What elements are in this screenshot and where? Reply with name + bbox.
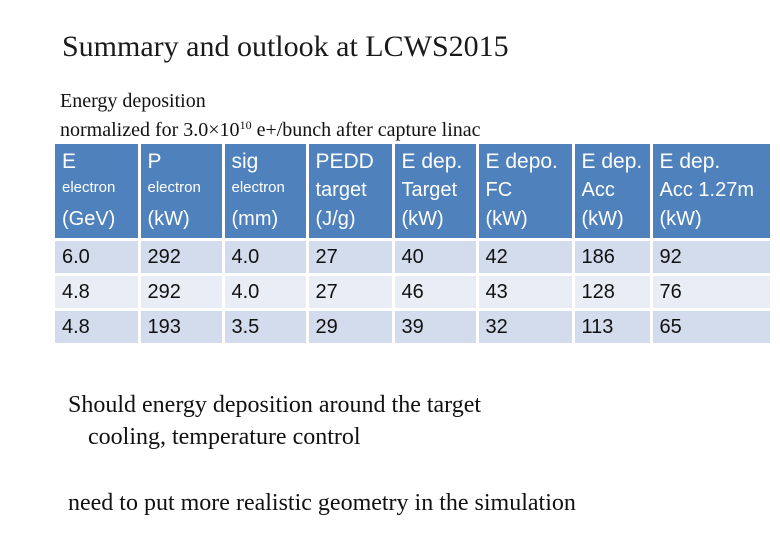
note-cooling: cooling, temperature control [88,424,361,450]
header-line: electron [231,179,285,196]
header-line: (mm) [231,208,279,230]
table-cell: 39 [393,310,477,344]
table-cell: 46 [393,275,477,310]
header-line: (kW) [659,208,702,230]
header-line: target [315,179,367,201]
header-cell-edepo-fc [477,144,573,240]
table-cell: 29 [307,310,393,344]
header-cell-edep-target [393,144,477,240]
header-line: PEDD [315,150,374,173]
table-row [55,310,770,344]
table-cell: 186 [573,240,651,275]
energy-deposition-table [55,144,770,343]
header-line: electron [62,179,116,196]
table-header-row [55,144,770,240]
table-cell: 4.0 [223,240,307,275]
table-cell: 40 [393,240,477,275]
table-cell: 42 [477,240,573,275]
header-line: E depo. [485,150,558,173]
table-cell: 292 [139,240,223,275]
header-line: (kW) [401,208,444,230]
table-row [55,275,770,310]
header-line: Acc 1.27m [659,179,754,201]
header-line: FC [485,179,513,201]
table-cell: 27 [307,275,393,310]
header-line: E dep. [401,150,463,173]
header-cell-sig-electron [223,144,307,240]
header-line: sig [231,150,259,173]
subtitle-line-1: Energy deposition [60,90,206,112]
header-line: E dep. [659,150,721,173]
note-energy-deposition: Should energy deposition around the target [68,392,482,418]
table-cell: 128 [573,275,651,310]
table-cell: 6.0 [55,240,139,275]
table-cell: 27 [307,240,393,275]
table-cell: 4.8 [55,275,139,310]
subtitle-prefix: normalized for 3.0×10 [60,119,240,141]
table-cell: 4.8 [55,310,139,344]
table-cell: 3.5 [223,310,307,344]
header-line: (kW) [485,208,528,230]
header-cell-p-electron [139,144,223,240]
slide-title: Summary and outlook at LCWS2015 [62,30,509,63]
subtitle-line-2 [60,118,481,142]
header-line: E [62,150,77,173]
table-cell: 92 [651,240,770,275]
subtitle-suffix: e+/bunch after capture linac [251,119,481,141]
table-cell: 292 [139,275,223,310]
table-cell: 43 [477,275,573,310]
header-line: electron [147,179,201,196]
header-cell-edep-acc [573,144,651,240]
header-line: (GeV) [62,208,116,230]
header-line: E dep. [581,150,643,173]
table-cell: 113 [573,310,651,344]
header-cell-e-electron [55,144,139,240]
header-cell-pedd-target [307,144,393,240]
header-line: Target [401,179,458,201]
table-row [55,240,770,275]
subtitle-exponent: 10 [239,118,252,132]
table-cell: 4.0 [223,275,307,310]
note-geometry: need to put more realistic geometry in the simulation [68,490,576,516]
table-cell: 32 [477,310,573,344]
table-cell: 65 [651,310,770,344]
header-line: Acc [581,179,615,201]
header-line: (J/g) [315,208,356,230]
header-line: (kW) [581,208,624,230]
header-line: (kW) [147,208,190,230]
table-cell: 76 [651,275,770,310]
header-cell-edep-acc-127m [651,144,770,240]
header-line: P [147,150,162,173]
table-cell: 193 [139,310,223,344]
